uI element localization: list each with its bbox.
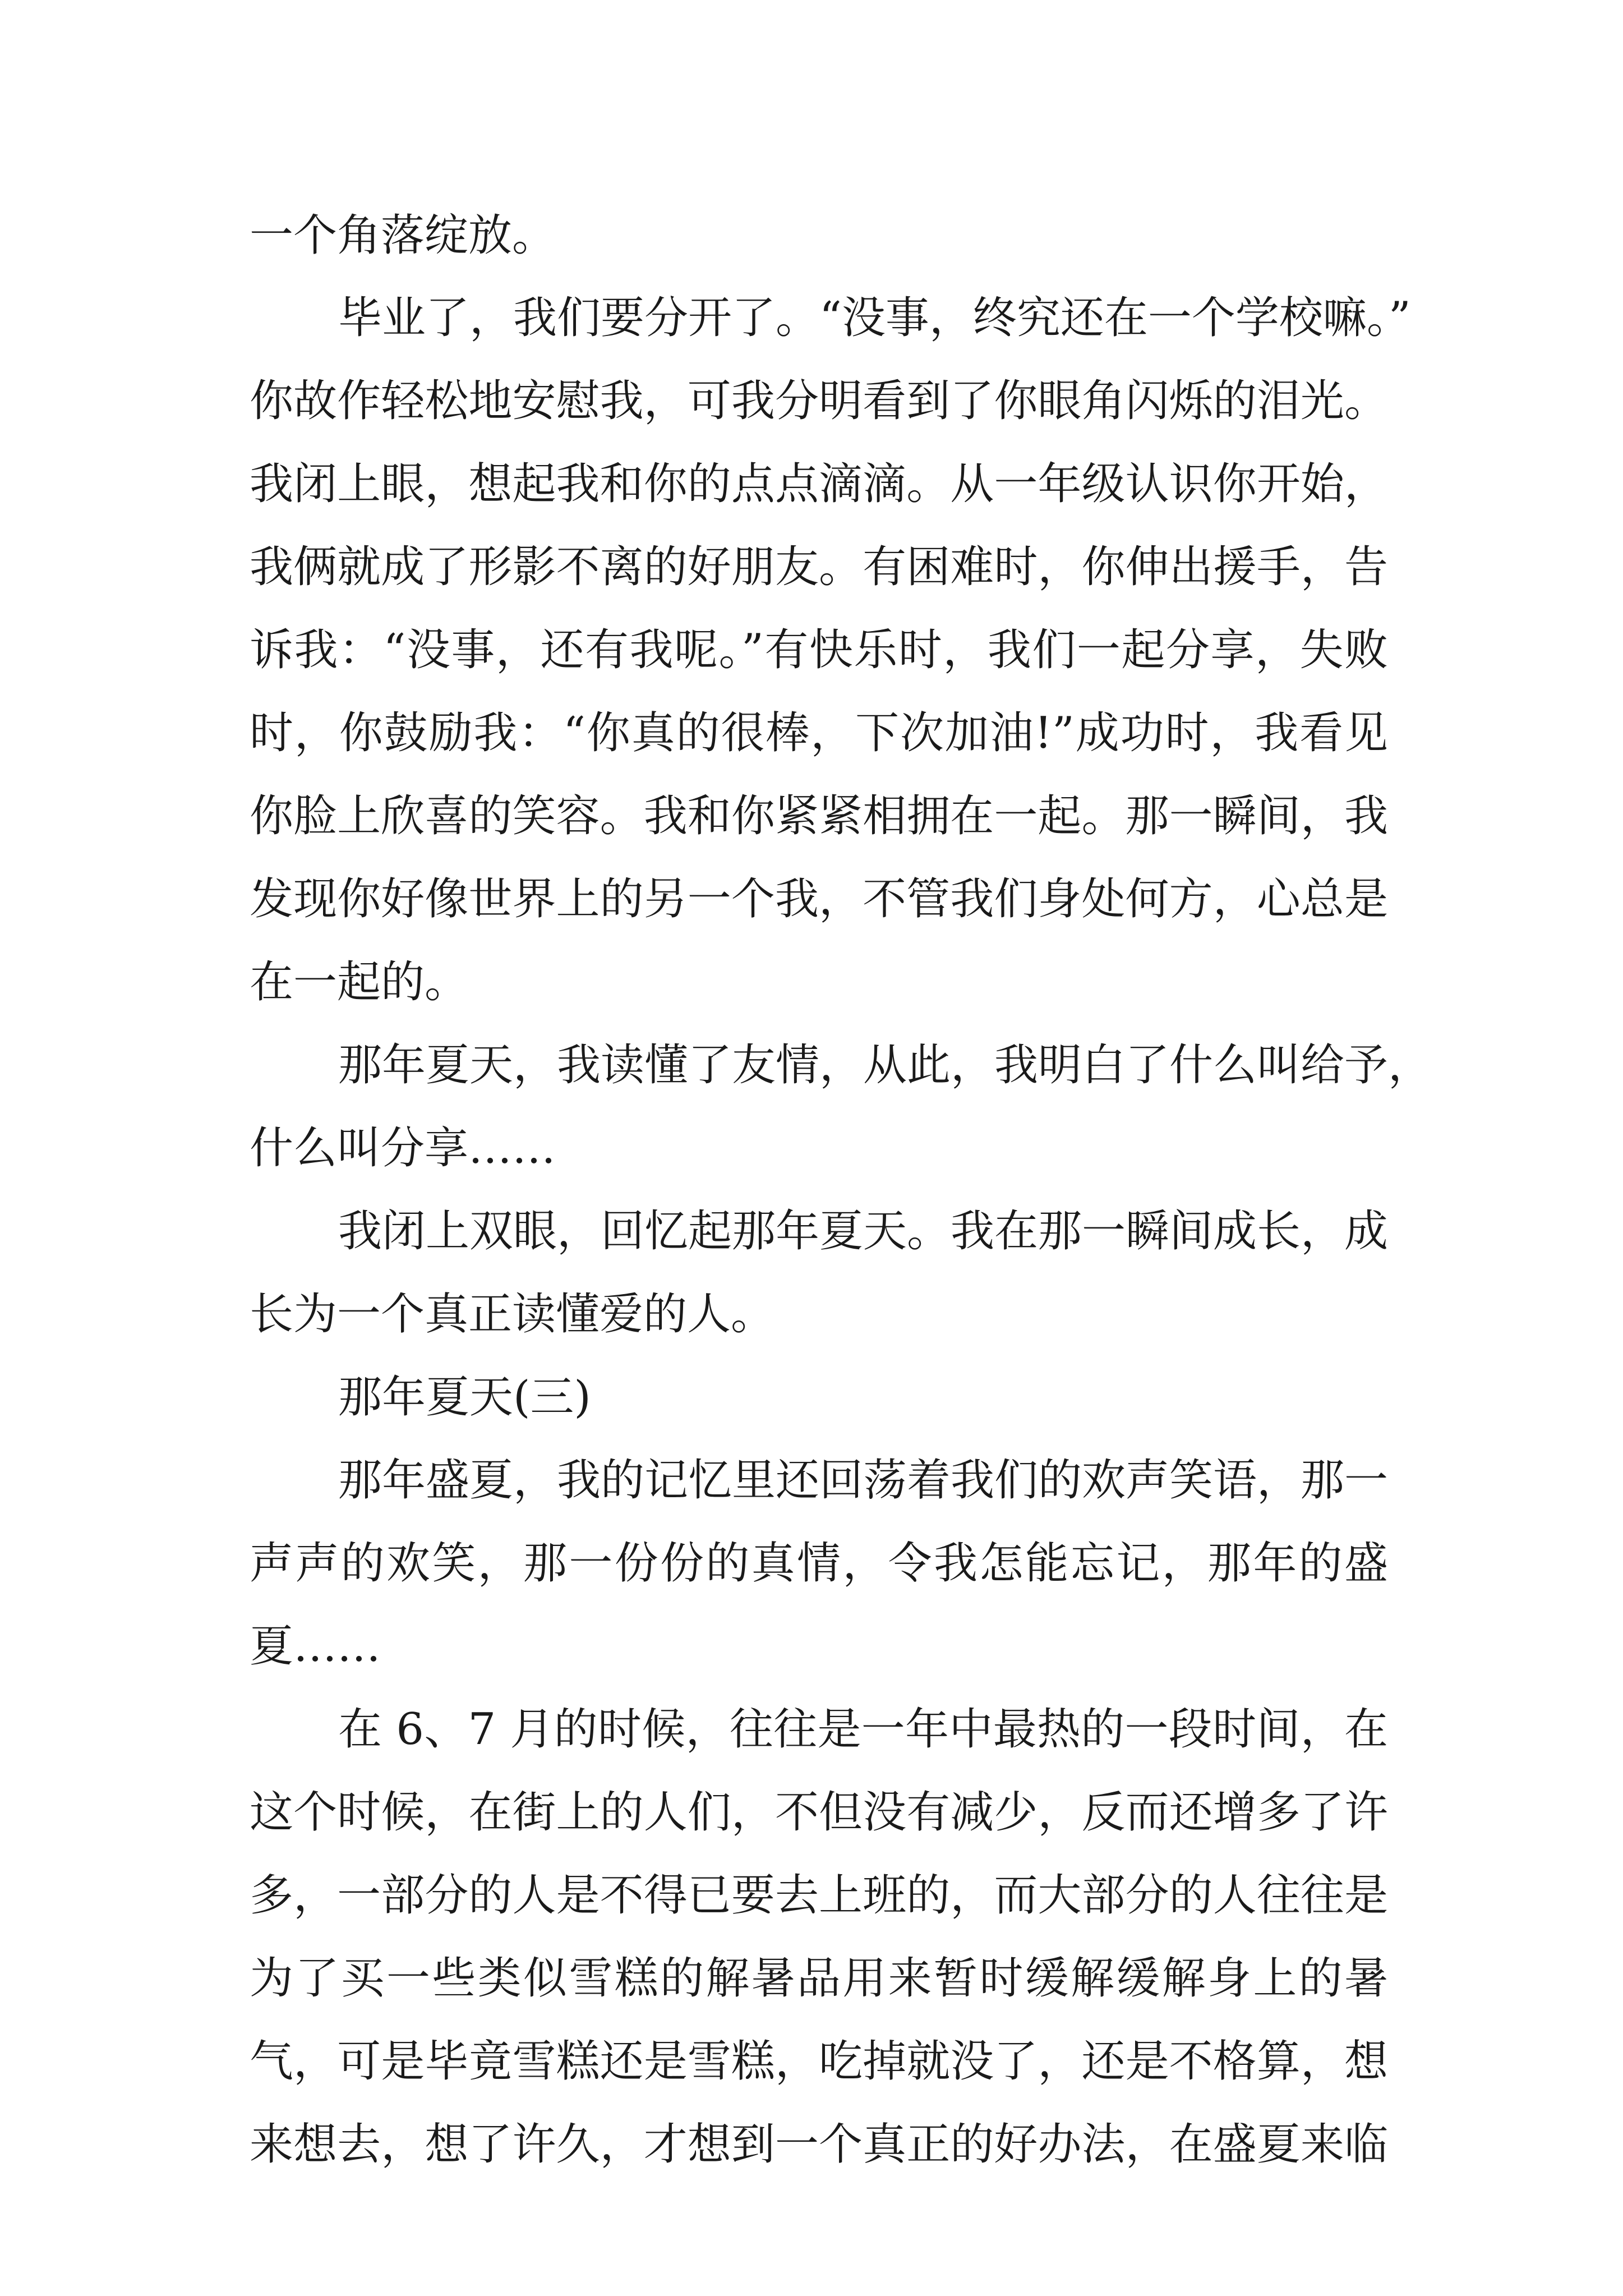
text-line-15: 那年夏天(三) (338, 1372, 591, 1423)
text-line-13: 我闭上双眼，回忆起那年夏天。我在那一瞬间成长，成 (338, 1206, 1389, 1257)
text-line-6: 诉我：“没事，还有我呢。”有快乐时，我们一起分享，失败 (250, 625, 1388, 675)
text-line-4: 我闭上眼，想起我和你的点点滴滴。从一年级认识你开始， (250, 459, 1388, 509)
text-line-2: 毕业了，我们要分开了。“没事，终究还在一个学校嘛。” (338, 293, 1411, 343)
text-line-18: 夏…… (250, 1621, 381, 1672)
text-line-1: 一个角落绽放。 (250, 210, 556, 261)
text-line-14: 长为一个真正读懂爱的人。 (250, 1289, 775, 1340)
text-line-22: 为了买一些类似雪糕的解暑品用来暂时缓解缓解身上的暑 (250, 1953, 1388, 2004)
text-line-8: 你脸上欣喜的笑容。我和你紧紧相拥在一起。那一瞬间，我 (250, 791, 1388, 841)
text-line-12: 什么叫分享…… (250, 1123, 556, 1174)
text-line-5: 我俩就成了形影不离的好朋友。有困难时，你伸出援手，告 (250, 542, 1388, 592)
text-line-19: 在 6、7 月的时候，往往是一年中最热的一段时间，在 (338, 1704, 1388, 1755)
text-line-24: 来想去，想了许久，才想到一个真正的好办法，在盛夏来临 (250, 2119, 1388, 2170)
text-line-11: 那年夏天，我读懂了友情，从此，我明白了什么叫给予， (338, 1040, 1432, 1091)
text-line-7: 时，你鼓励我：“你真的很棒，下次加油!”成功时，我看见 (250, 708, 1388, 758)
text-line-17: 声声的欢笑，那一份份的真情，令我怎能忘记，那年的盛 (250, 1538, 1388, 1589)
text-line-20: 这个时候，在街上的人们，不但没有减少，反而还增多了许 (250, 1787, 1388, 1838)
text-line-10: 在一起的。 (250, 957, 469, 1007)
text-line-3: 你故作轻松地安慰我，可我分明看到了你眼角闪烁的泪光。 (250, 376, 1388, 426)
text-line-9: 发现你好像世界上的另一个我，不管我们身处何方，心总是 (250, 874, 1388, 924)
text-line-21: 多，一部分的人是不得已要去上班的，而大部分的人往往是 (250, 1870, 1388, 1921)
text-line-23: 气，可是毕竟雪糕还是雪糕，吃掉就没了，还是不格算，想 (250, 2036, 1388, 2087)
text-line-16: 那年盛夏，我的记忆里还回荡着我们的欢声笑语，那一 (338, 1455, 1389, 1506)
